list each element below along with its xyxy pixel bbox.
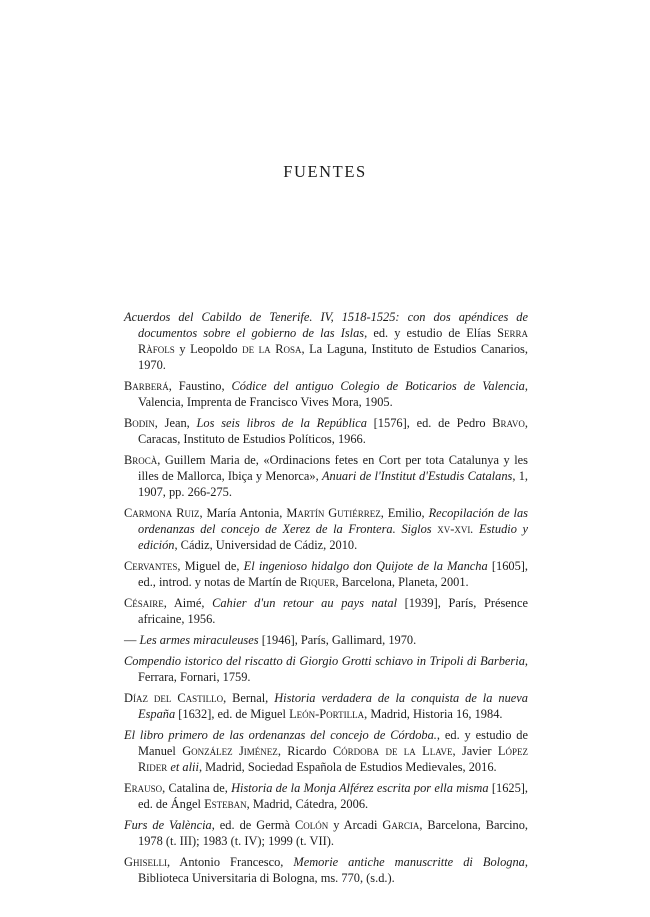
entry-text: , Biblioteca Universitaria di Bologna, ms. 770, (s.d.). bbox=[138, 855, 528, 885]
entry-text: , Ricardo bbox=[277, 744, 333, 758]
bibliography-entry bbox=[124, 378, 528, 410]
entry-text: , 1, 1907, pp. 266-275. bbox=[138, 469, 528, 499]
entry-title-italic: El ingenioso hidalgo don Quijote de la Mancha bbox=[243, 559, 488, 573]
entry-text: , ed. y estudio de Elías bbox=[364, 326, 498, 340]
entry-text: [1939], París, Présence africaine, 1956. bbox=[138, 596, 528, 626]
entry-text: [1946], París, Gallimard, 1970. bbox=[258, 633, 417, 647]
entry-title-italic: Les armes miraculeuses bbox=[139, 633, 259, 647]
entry-title-italic: et alii bbox=[170, 760, 199, 774]
entry-text: , ed. y estudio de Manuel bbox=[138, 728, 528, 758]
entry-text: [1625], ed. de Ángel bbox=[138, 781, 529, 811]
bibliography-entry bbox=[124, 727, 528, 775]
entry-author-smallcaps: Esteban bbox=[204, 797, 247, 811]
entry-text: , Cádiz, Universidad de Cádiz, 2010. bbox=[174, 538, 358, 552]
bibliography-entry bbox=[124, 595, 528, 627]
entry-text: , Javier bbox=[452, 744, 498, 758]
entry-author-smallcaps: Colón bbox=[294, 818, 329, 832]
entry-text: , Emilio, bbox=[380, 506, 429, 520]
entry-text: , Faustino, bbox=[168, 379, 232, 393]
entry-author-smallcaps: Córdoba de la Llave bbox=[332, 744, 453, 758]
entry-title-italic: Recopilación de las ordenanzas del concejo de Xerez de la Frontera. Siglos bbox=[138, 506, 529, 536]
bibliography-entry bbox=[124, 854, 528, 886]
entry-title-italic: Historia de la Monja Alférez escrita por ella misma bbox=[231, 781, 489, 795]
entry-author-smallcaps: González Jiménez bbox=[182, 744, 278, 758]
entry-text: , Miguel de, bbox=[177, 559, 244, 573]
bibliography-entry bbox=[124, 653, 528, 685]
entry-author-smallcaps: Serra Ràfols bbox=[138, 326, 528, 356]
bibliography-entry bbox=[124, 817, 528, 849]
entry-text: , Antonio Francesco, bbox=[166, 855, 294, 869]
entry-author-smallcaps: León-Portilla bbox=[289, 707, 365, 721]
entry-text: , Madrid, Sociedad Española de Estudios Medievales, 2016. bbox=[198, 760, 497, 774]
bibliography-entry bbox=[124, 632, 528, 648]
entry-author-smallcaps: Carmona Ruiz bbox=[124, 506, 200, 520]
entry-title-italic: Anuari de l'Institut d'Estudis Catalans bbox=[321, 469, 513, 483]
entry-title-italic: Acuerdos del Cabildo de Tenerife. IV, 1518-1525: con dos apéndices de documentos sobre el gobierno de las Islas bbox=[124, 310, 528, 340]
entry-author-smallcaps: Bodin bbox=[124, 416, 155, 430]
entry-text: , Jean, bbox=[154, 416, 197, 430]
entry-title-italic: El libro primero de las ordenanzas del concejo de Córdoba. bbox=[124, 728, 437, 742]
entry-title-italic: Códice del antiguo Colegio de Boticarios de Valencia bbox=[231, 379, 525, 393]
entry-title-italic: . Estudio y edición bbox=[138, 522, 529, 552]
entry-text: — bbox=[124, 633, 140, 647]
entry-title-italic: Historia verdadera de la conquista de la nueva España bbox=[138, 691, 528, 721]
entry-text: , Valencia, Imprenta de Francisco Vives Mora, 1905. bbox=[138, 379, 528, 409]
entry-author-smallcaps: Césaire bbox=[124, 596, 164, 610]
entry-title-italic: Compendio istorico del riscatto di Giorgio Grotti schiavo in Tripoli di Barberia bbox=[124, 654, 525, 668]
entry-author-smallcaps: Martín Gutiérrez bbox=[286, 506, 381, 520]
bibliography-entry bbox=[124, 415, 528, 447]
entry-text: , Catalina de, bbox=[162, 781, 232, 795]
entry-text: , Madrid, Historia 16, 1984. bbox=[364, 707, 503, 721]
bibliography-entry bbox=[124, 690, 528, 722]
bibliography-entry bbox=[124, 558, 528, 590]
entry-text: , Aimé, bbox=[163, 596, 213, 610]
bibliography-entry bbox=[124, 452, 528, 500]
entry-text: [1632], ed. de Miguel bbox=[175, 707, 290, 721]
entry-text: , Barcelona, Barcino, 1978 (t. III); 1983 (t. IV); 1999 (t. VII). bbox=[138, 818, 529, 848]
page-title: FUENTES bbox=[283, 162, 367, 181]
entry-author-smallcaps: Ghiselli bbox=[124, 855, 167, 869]
entry-text: y Arcadi bbox=[328, 818, 383, 832]
entry-text: [1576], ed. de Pedro bbox=[366, 416, 493, 430]
entry-author-smallcaps: López Rider bbox=[138, 744, 528, 774]
entry-author-smallcaps: Erauso bbox=[124, 781, 163, 795]
entry-title-italic: Memorie antiche manuscritte di Bologna bbox=[293, 855, 525, 869]
entry-author-smallcaps: Bravo bbox=[492, 416, 525, 430]
bibliography-entry bbox=[124, 309, 528, 373]
entry-text: , Barcelona, Planeta, 2001. bbox=[335, 575, 469, 589]
entry-text: y Leopoldo bbox=[174, 342, 243, 356]
entry-text: [1605], ed., introd. y notas de Martín de bbox=[138, 559, 529, 589]
entry-text: , Caracas, Instituto de Estudios Políticos, 1966. bbox=[138, 416, 528, 446]
entry-author-smallcaps: Riquer bbox=[299, 575, 336, 589]
entry-author-smallcaps: Barberá bbox=[124, 379, 169, 393]
bibliography-entry bbox=[124, 505, 528, 553]
entry-text: , Guillem Maria de, «Ordinacions fetes en Cort per tota Catalunya y les illes de Mallorca, Ibiça y Menorca», bbox=[138, 453, 528, 483]
entry-author-smallcaps: Díaz del Castillo bbox=[124, 691, 224, 705]
entry-text: , La Laguna, Instituto de Estudios Canarios, 1970. bbox=[138, 342, 528, 372]
entry-author-smallcaps: xv-xvi bbox=[437, 522, 471, 536]
entry-title-italic: Los seis libros de la República bbox=[196, 416, 367, 430]
entry-text: , Madrid, Cátedra, 2006. bbox=[246, 797, 369, 811]
entry-author-smallcaps: Cervantes bbox=[124, 559, 178, 573]
entry-title-italic: Cahier d'un retour au pays natal bbox=[212, 596, 398, 610]
entry-author-smallcaps: Garcia bbox=[382, 818, 420, 832]
entry-text: , Ferrara, Fornari, 1759. bbox=[138, 654, 528, 684]
entry-author-smallcaps: de la Rosa bbox=[242, 342, 302, 356]
entry-text: , María Antonia, bbox=[199, 506, 287, 520]
entry-text: , ed. de Germà bbox=[211, 818, 295, 832]
entry-title-italic: Furs de València bbox=[124, 818, 212, 832]
bibliography-list bbox=[124, 309, 528, 891]
bibliography-entry bbox=[124, 780, 528, 812]
entry-text: , Bernal, bbox=[223, 691, 275, 705]
entry-author-smallcaps: Brocà bbox=[124, 453, 158, 467]
